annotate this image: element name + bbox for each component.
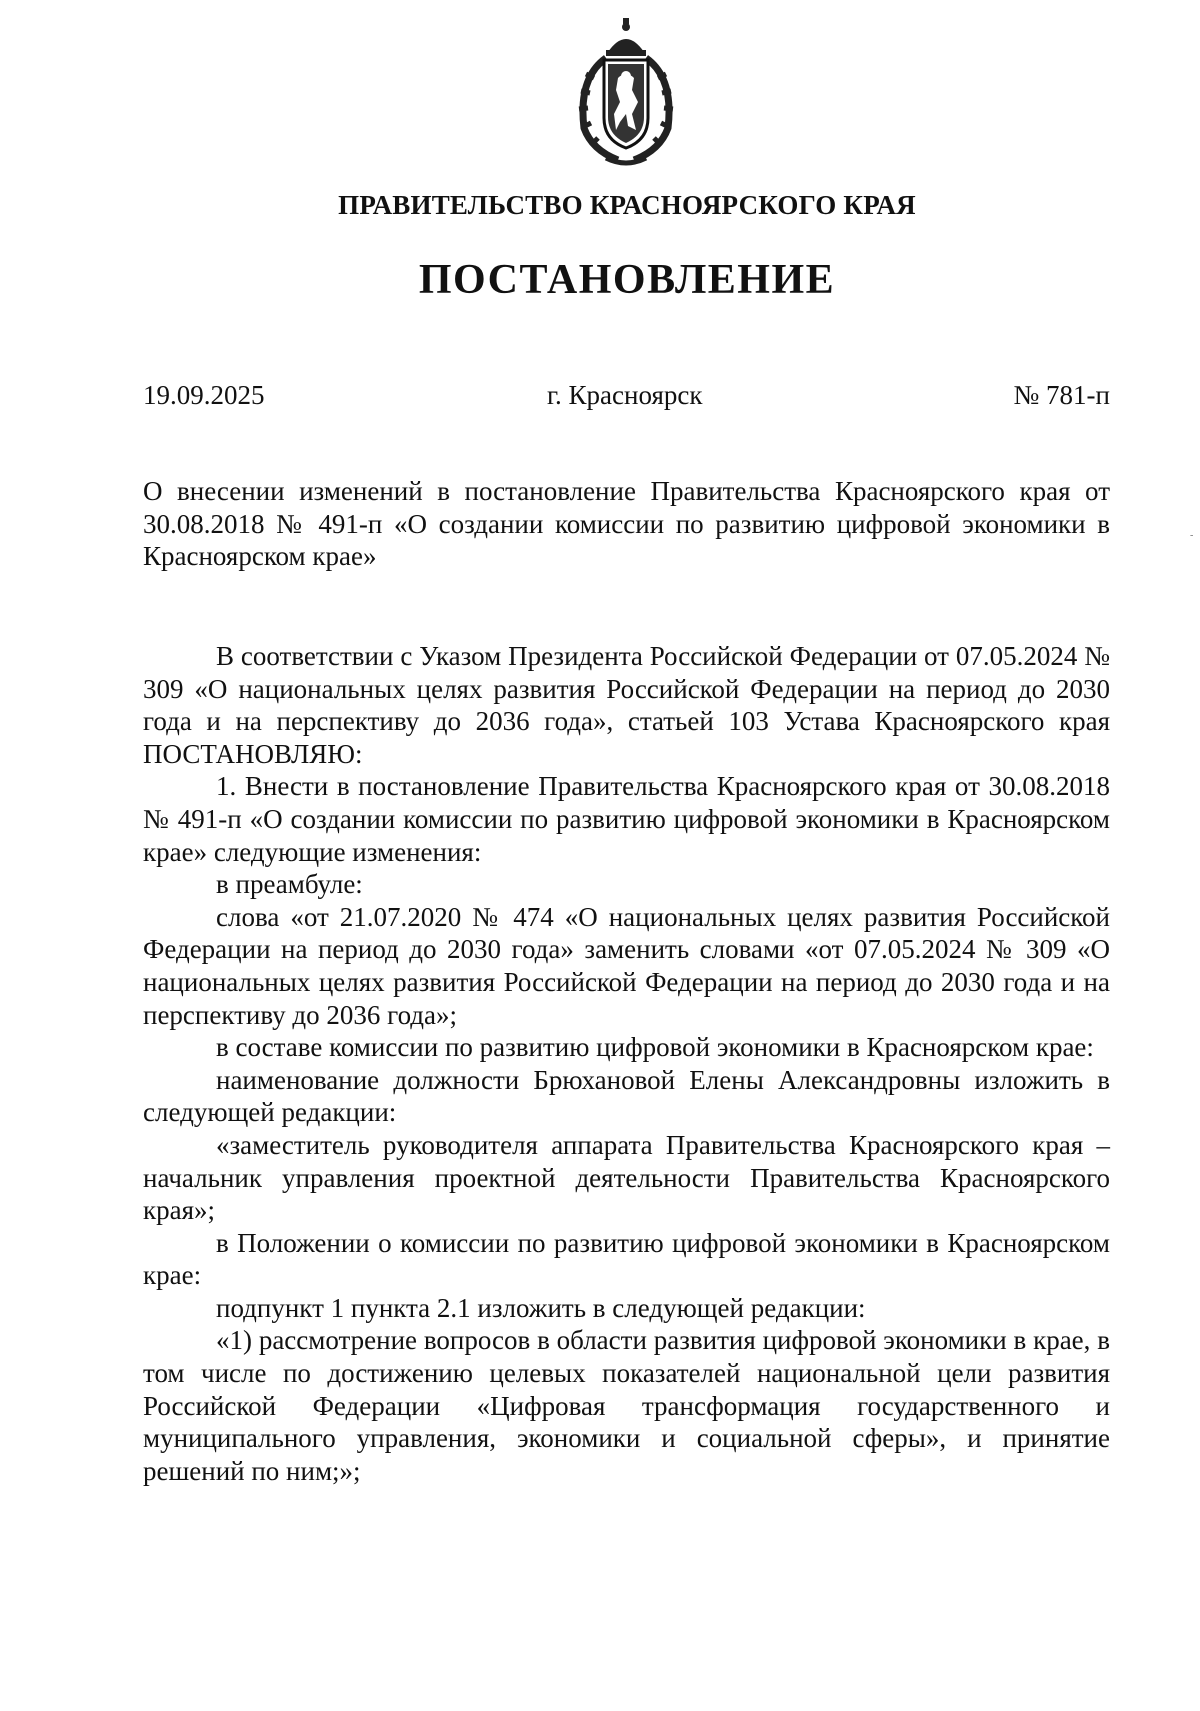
- paragraph: наименование должности Брюхановой Елены Александровны изложить в следующей редакции:: [143, 1064, 1110, 1128]
- paragraph: «заместитель руководителя аппарата Правительства Красноярского края – начальник управления проектной деятельности Правительства Красноярского края»;: [143, 1129, 1110, 1226]
- paragraph: подпункт 1 пункта 2.1 изложить в следующей редакции:: [216, 1292, 866, 1323]
- document-number: № 781-п: [1013, 380, 1110, 410]
- paragraph: в Положении о комиссии по развитию цифровой экономики в Красноярском крае:: [143, 1227, 1110, 1291]
- document-title: О внесении изменений в постановление Правительства Красноярского края от 30.08.2018 № 491-п «О создании комиссии по развитию цифровой экономики в Красноярском крае»: [143, 476, 1110, 572]
- document-type-heading: ПОСТАНОВЛЕНИЕ: [418, 257, 836, 303]
- paragraph: в преамбуле:: [216, 869, 363, 900]
- document-title-block: [143, 475, 1110, 573]
- coat-of-arms-icon: [566, 18, 686, 168]
- paragraph: 1. Внести в постановление Правительства Красноярского края от 30.08.2018 № 491-п «О создании комиссии по развитию цифровой экономики в Красноярском крае» следующие изменения:: [143, 771, 1110, 867]
- paragraph: В соответствии с Указом Президента Российской Федерации от 07.05.2024 № 309 «О национальных целях развития Российской Федерации на период до 2030 года и на перспективу до 2036 года», статьей 103 Устава Красноярского края ПОСТАНОВЛЯЮ:: [143, 641, 1110, 769]
- paragraph: слова «от 21.07.2020 № 474 «О национальных целях развития Российской Федерации на период до 2030 года» заменить словами «от 07.05.2024 № 309 «О национальных целях развития Российской Федерации на период до 2030 года и на перспективу до 2036 года»;: [143, 901, 1110, 1030]
- document-city: г. Красноярск: [547, 380, 703, 410]
- paragraph: в составе комиссии по развитию цифровой экономики в Красноярском крае:: [216, 1032, 1094, 1063]
- document-body: [143, 640, 1110, 1487]
- organization-name: ПРАВИТЕЛЬСТВО КРАСНОЯРСКОГО КРАЯ: [338, 190, 916, 220]
- margin-mark: -: [1190, 530, 1194, 541]
- paragraph: «1) рассмотрение вопросов в области развития цифровой экономики в крае, в том числе по достижению целевых показателей национальной цели развития Российской Федерации «Цифровая трансформация государственного и муниципального управления, экономики и социальной сферы», и принятие решений по ним;»;: [143, 1325, 1110, 1486]
- document-date: 19.09.2025: [143, 380, 265, 410]
